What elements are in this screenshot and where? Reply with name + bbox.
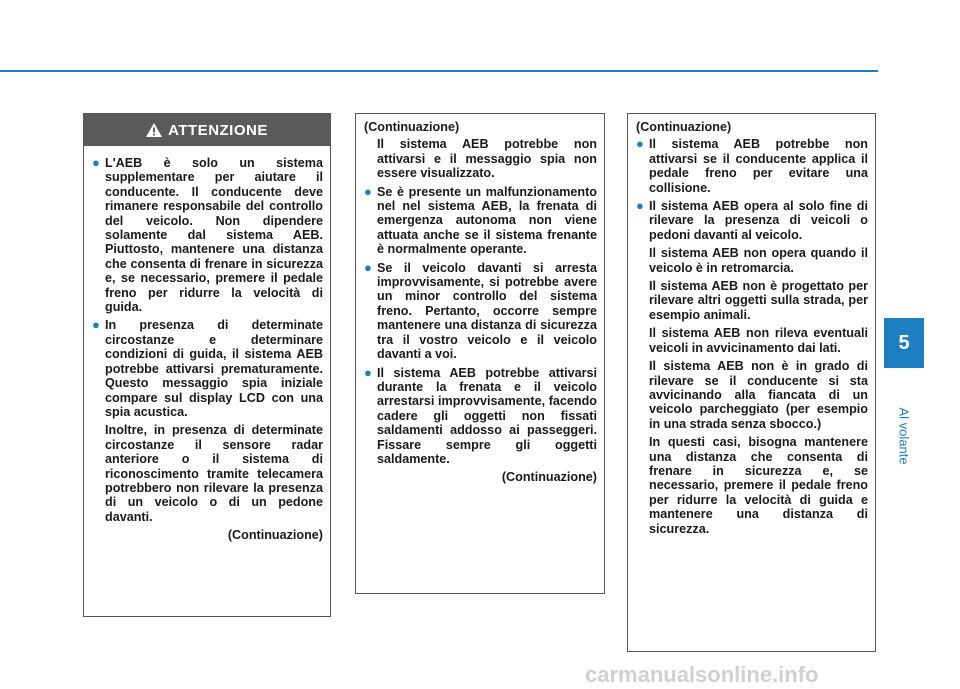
paragraph: Inoltre, in presenza di determinate circostanze il sensore radar anteriore o il sistema di riconoscimento tramite telecamera potrebbero non rilevare la presenza di un veicolo o di un pedone davanti.: [105, 423, 323, 524]
continuation-content-2: [628, 114, 875, 536]
bullet-icon: ●: [364, 364, 372, 380]
continuation-content-1: [356, 114, 604, 485]
list-item: ● Il sistema AEB potrebbe attivarsi durante la frenata e il veicolo arrestarsi improvvisamente, facendo cadere gli oggetti non fissati saldamenti addosso ai passeggeri. Fissare sempre gli oggetti saldamente.: [364, 364, 597, 466]
paragraph: Il sistema AEB potrebbe non attivarsi e il messaggio spia non essere visualizzato.: [377, 137, 597, 181]
continuation-label: (Continuazione): [227, 528, 323, 543]
continuation-heading: (Continuazione): [364, 120, 460, 134]
warning-content: [84, 146, 330, 543]
warning-box: [83, 113, 331, 617]
paragraph: Il sistema AEB non rileva eventuali veicoli in avvicinamento dai lati.: [649, 326, 868, 355]
bullet-icon: ●: [636, 136, 644, 152]
chapter-title: Al volante: [896, 407, 912, 465]
continuation-label: (Continuazione): [501, 470, 597, 485]
chapter-number: 5: [898, 331, 910, 354]
paragraph: Il sistema AEB non opera quando il veicolo è in retromarcia.: [649, 246, 868, 275]
continuation-heading: (Continuazione): [636, 120, 732, 134]
warning-header: [84, 114, 330, 146]
top-rule: [0, 70, 878, 72]
bullet-icon: ●: [92, 317, 100, 333]
list-item: ● In presenza di determinate circostanze e determinare condizioni di guida, il sistema AEB potrebbe attivarsi prematuramente. Questo messaggio spia iniziale compare sul display LCD con una spia acustica.: [92, 317, 323, 419]
list-item: ● Il sistema AEB potrebbe non attivarsi se il conducente applica il pedale freno per evitare una collisione.: [636, 136, 868, 195]
bullet-icon: ●: [92, 155, 100, 170]
continuation-box-1: [355, 113, 605, 594]
warning-title: ATTENZIONE: [168, 121, 268, 139]
chapter-tab: [884, 318, 924, 368]
list-item: ● Se è presente un malfunzionamento nel nel sistema AEB, la frenata di emergenza autonoma non viene attuata anche se il sistema frenante è normalmente operante.: [364, 183, 597, 257]
bullet-icon: ●: [636, 198, 644, 214]
watermark: carmanualsonline.info: [585, 662, 819, 687]
paragraph: Il sistema AEB non è progettato per rilevare altri oggetti sulla strada, per esempio animali.: [649, 279, 868, 322]
list-item: ● Il sistema AEB opera al solo fine di rilevare la presenza di veicoli o pedoni davanti al veicolo.: [636, 198, 868, 242]
list-item: ● Se il veicolo davanti si arresta improvvisamente, si potrebbe avere un minor controllo del sistema freno. Pertanto, occorre sempre mantenere una distanza di sicurezza tra il vostro veicolo e il veicolo davanti a voi.: [364, 259, 597, 362]
bullet-icon: ●: [364, 183, 372, 199]
paragraph: Il sistema AEB non è in grado di rilevare se il conducente si sta avvicinando alla fiancata di un veicolo parcheggiato (per esempio in una strada senza sbocco.): [649, 359, 868, 431]
paragraph: In questi casi, bisogna mantenere una distanza che consenta di frenare in sicurezza e, se necessario, premere il pedale freno per ridurre la velocità di guida e mantenere una distanza di sicurezza.: [649, 435, 868, 536]
list-item: ● L'AEB è solo un sistema supplementare per aiutare il conducente. Il conducente deve rimanere responsabile del controllo del veicolo. Non dipendere solamente dal sistema AEB. Piuttosto, mantenere una distanza che consenta di frenare in sicurezza e, se necessario, premere il pedale freno per ridurre la velocità di guida.: [92, 155, 323, 315]
warning-triangle-icon: [146, 123, 162, 137]
continuation-box-2: [627, 113, 876, 652]
bullet-icon: ●: [364, 259, 372, 275]
